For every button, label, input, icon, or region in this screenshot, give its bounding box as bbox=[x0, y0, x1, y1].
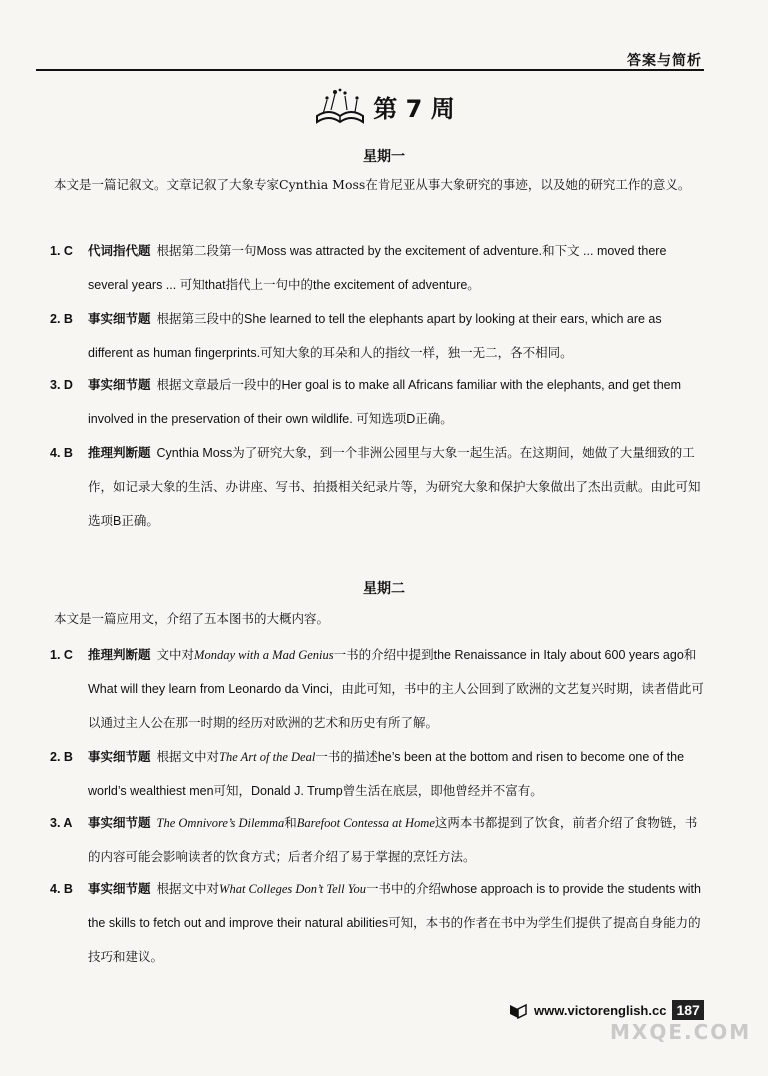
explanation: 根据文章最后一段中的Her goal is to make all Africans familiar with the elephants, and get them involved in the preservation of their own wildlife. 可知选项D正确。 bbox=[88, 378, 682, 426]
day2-heading: 星期二 bbox=[363, 581, 405, 597]
question-type: 事实细节题 bbox=[88, 311, 151, 326]
answer-number: 2. B bbox=[50, 750, 73, 764]
question-type: 推理判断题 bbox=[88, 647, 151, 662]
explanation: 一书中的介绍whose approach is to provide the students with the skills to fetch out and improve their natural abilities可知，本书的作者在书中为学生们提供了提高自身能力的技巧和建议。 bbox=[88, 882, 701, 964]
website-url: www.victorenglish.cc bbox=[534, 1002, 667, 1018]
answer-number: 4. B bbox=[50, 446, 73, 460]
header-rule bbox=[36, 69, 704, 71]
explanation: 一书的描述he’s been at the bottom and risen to become one of the world’s wealthiest men可知，Donald J. Trump曾生活在底层，即他曾经并不富有。 bbox=[88, 750, 685, 798]
book-title-2: Barefoot Contessa at Home bbox=[296, 816, 435, 830]
conjunction: 和 bbox=[284, 816, 297, 830]
day1-item-2 bbox=[50, 302, 704, 370]
watermark bbox=[610, 1020, 751, 1044]
day2-item-3 bbox=[50, 806, 704, 874]
answer-number: 1. C bbox=[50, 648, 73, 662]
day2-item-4 bbox=[50, 872, 704, 974]
question-type: 事实细节题 bbox=[88, 377, 151, 392]
answer-number: 3. A bbox=[50, 816, 73, 830]
explanation: 根据第二段第一句Moss was attracted by the excitement of adventure.和下文 ... moved there several years ... 可知that指代上一句中的the excitement of adventure。 bbox=[88, 244, 667, 292]
footer bbox=[508, 1000, 704, 1020]
answer-number: 4. B bbox=[50, 882, 73, 896]
explanation-lead: 根据文中对 bbox=[156, 750, 220, 764]
open-book-icon bbox=[313, 86, 367, 126]
day1-item-1 bbox=[50, 234, 704, 302]
question-type: 代词指代题 bbox=[88, 243, 151, 258]
day1-item-4 bbox=[50, 436, 704, 538]
answer-number: 1. C bbox=[50, 244, 73, 258]
explanation: Cynthia Moss为了研究大象，到一个非洲公园里与大象一起生活。在这期间，她做了大量细致的工作，如记录大象的生活、办讲座、写书、拍摄相关纪录片等，为研究大象和保护大象做出了杰出贡献。由此可知选项B正确。 bbox=[88, 446, 701, 528]
page-number: 187 bbox=[672, 1000, 703, 1020]
day1-intro: 本文是一篇记叙文。文章记叙了大象专家Cynthia Moss在肯尼亚从事大象研究的事迹，以及她的研究工作的意义。 bbox=[54, 177, 691, 192]
question-type: 事实细节题 bbox=[88, 749, 151, 764]
explanation-lead: 文中对 bbox=[156, 648, 195, 662]
section-tag: 答案与简析 bbox=[627, 53, 702, 69]
day1-heading: 星期一 bbox=[363, 149, 405, 165]
answer-number: 3. D bbox=[50, 378, 73, 392]
book-title: The Omnivore’s Dilemma bbox=[156, 816, 285, 830]
book-title: What Colleges Don’t Tell You bbox=[219, 882, 367, 896]
day2-item-2 bbox=[50, 740, 704, 808]
week-title bbox=[0, 86, 768, 130]
question-type: 推理判断题 bbox=[88, 445, 151, 460]
answer-number: 2. B bbox=[50, 312, 73, 326]
day2-item-1 bbox=[50, 638, 704, 740]
logo-book-icon bbox=[508, 1001, 528, 1019]
book-title: Monday with a Mad Genius bbox=[194, 648, 334, 662]
explanation-lead: 根据文中对 bbox=[156, 882, 220, 896]
question-type: 事实细节题 bbox=[88, 815, 151, 830]
week-title-text: 第 7 周 bbox=[373, 94, 455, 123]
day2-intro: 本文是一篇应用文，介绍了五本图书的大概内容。 bbox=[54, 611, 330, 626]
explanation: 根据第三段中的She learned to tell the elephants apart by looking at their ears, which are as different as human fingerprints.可知大象的耳朵和人的指纹一样，独一无二，各不相同。 bbox=[88, 312, 662, 360]
question-type: 事实细节题 bbox=[88, 881, 151, 896]
day1-item-3 bbox=[50, 368, 704, 436]
explanation: 一书的介绍中提到the Renaissance in Italy about 600 years ago和What will they learn from Leonardo da Vinci，由此可知，书中的主人公回到了欧洲的文艺复兴时期，读者借此可以通过主人公在那一时期的经历对欧洲的艺术和历史有所了解。 bbox=[88, 648, 704, 730]
watermark-text: MXQE.COM bbox=[610, 1020, 752, 1044]
book-title: The Art of the Deal bbox=[219, 750, 316, 764]
explanation: 这两本书都提到了饮食，前者介绍了食物链，书的内容可能会影响读者的饮食方式；后者介绍了易于掌握的烹饪方法。 bbox=[88, 816, 698, 864]
